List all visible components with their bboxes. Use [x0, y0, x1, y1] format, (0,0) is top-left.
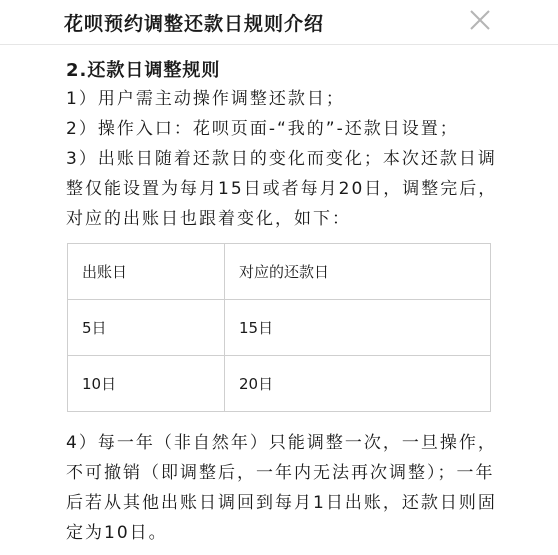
- rule-line-3: 3）出账日随着还款日的变化而变化；本次还款日调整仅能设置为每月15日或者每月20日，调整完后，对应的出账日也跟着变化，如下：: [66, 149, 498, 229]
- table-cell: 5日: [68, 300, 225, 356]
- rule-line-2: 2）操作入口：花呗页面-“我的”-还款日设置；: [66, 119, 459, 139]
- dialog-header: [0, 0, 558, 45]
- rule-line-4: 4）每一年（非自然年）只能调整一次，一旦操作，不可撤销（即调整后，一年内无法再次调整）；一年后若从其他出账日调回到每月1日出账，还款日则固定为10日。: [66, 433, 497, 543]
- rules-footer: [66, 428, 498, 548]
- table-header-cell: 对应的还款日: [225, 244, 491, 300]
- dialog-title: 花呗预约调整还款日规则介绍: [64, 13, 325, 35]
- table-row: [68, 300, 491, 356]
- rules-content: [66, 58, 498, 234]
- close-button[interactable]: [468, 8, 492, 32]
- table-row: [68, 356, 491, 412]
- table-cell: 20日: [225, 356, 491, 412]
- table-cell: 15日: [225, 300, 491, 356]
- rule-line-1: 1）用户需主动操作调整还款日；: [66, 89, 345, 109]
- close-icon: [468, 8, 492, 32]
- billing-date-table: [67, 243, 491, 412]
- table-header-cell: 出账日: [68, 244, 225, 300]
- table-cell: 10日: [68, 356, 225, 412]
- table-header-row: [68, 244, 491, 300]
- section-title: 2.还款日调整规则: [66, 60, 221, 81]
